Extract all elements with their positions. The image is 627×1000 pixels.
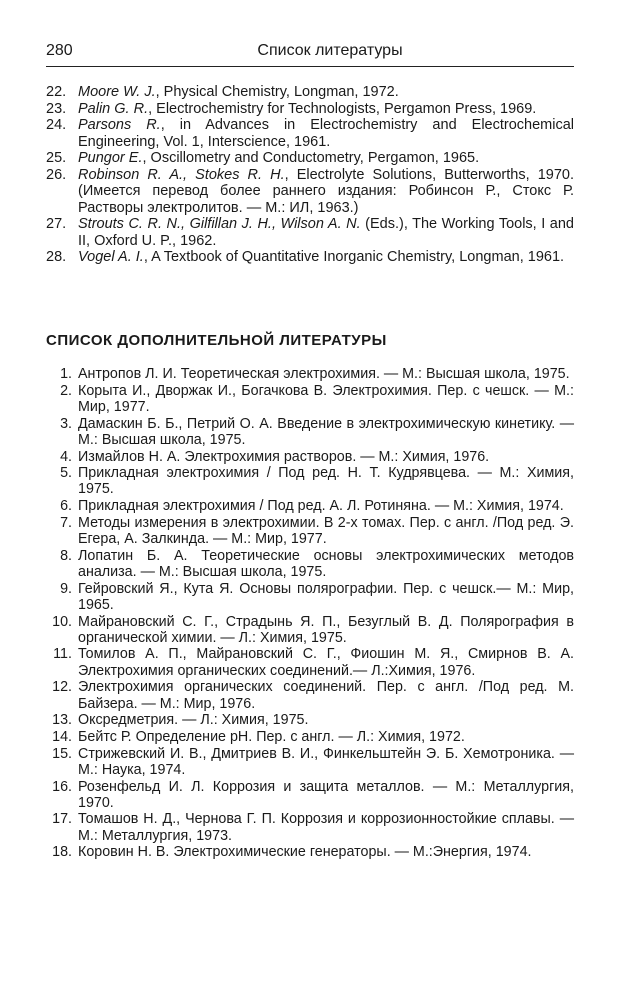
reference-text: , Electrolyte Solutions, Butterworths, 1970. (Имеется перевод более раннего издания: Робинсон Р., Стокс Р. Растворы электролитов. — М.: ИЛ, 1963.) <box>78 166 574 216</box>
reference-author: Strouts C. R. N., Gilfillan J. H., Wilson A. N. <box>78 216 361 232</box>
additional-reference-number: 8. <box>60 547 72 564</box>
additional-reference-number: 5. <box>60 465 72 482</box>
reference-number: 26. <box>46 166 67 183</box>
additional-reference-item <box>46 383 574 415</box>
additional-reference-number: 17. <box>52 811 72 828</box>
reference-text: , Oscillometry and Conductometry, Pergamon, 1965. <box>142 150 480 166</box>
additional-reference-text: Измайлов Н. А. Электрохимия растворов. — М.: Химия, 1976. <box>78 448 490 465</box>
reference-item <box>46 84 574 101</box>
additional-reference-number: 9. <box>60 580 72 597</box>
additional-reference-text: Майрановский С. Г., Страдынь Я. П., Безуглый В. Д. Полярография в органической химии. — Л.: Химия, 1975. <box>78 613 574 646</box>
additional-reference-item <box>46 515 574 547</box>
additional-reference-number: 10. <box>52 613 72 630</box>
reference-number: 24. <box>46 117 67 133</box>
reference-author: Robinson R. A., Stokes R. H. <box>78 166 285 183</box>
additional-reference-text: Коровин Н. В. Электрохимические генераторы. — М.:Энергия, 1974. <box>78 844 532 861</box>
additional-reference-number: 3. <box>60 415 72 432</box>
additional-reference-list <box>46 366 574 861</box>
reference-text: , in Advances in Electrochemistry and Electrochemical Engineering, Vol. 1, Interscience, 1961. <box>78 117 574 150</box>
additional-reference-item <box>46 498 574 514</box>
additional-reference-item <box>46 581 574 613</box>
running-title: Список литературы <box>257 42 403 59</box>
additional-reference-item <box>46 366 574 382</box>
reference-item <box>46 249 574 266</box>
reference-number: 23. <box>46 100 67 117</box>
page-header <box>46 40 574 67</box>
additional-reference-text: Методы измерения в электрохимии. В 2-х томах. Пер. с англ. /Под ред. Э. Егера, А. Залкинда. — М.: Мир, 1977. <box>78 514 574 548</box>
additional-reference-number: 6. <box>60 498 72 515</box>
additional-reference-text: Томашов Н. Д., Чернова Г. П. Коррозия и коррозионностойкие сплавы. — М.: Металлургия, 1973. <box>78 811 574 844</box>
additional-reference-item <box>46 729 574 745</box>
additional-reference-item <box>46 614 574 646</box>
reference-author: Palin G. R. <box>78 100 149 117</box>
additional-reference-number: 13. <box>52 712 72 729</box>
reference-item <box>46 101 574 118</box>
reference-number: 28. <box>46 249 67 265</box>
reference-item <box>46 167 574 217</box>
reference-item <box>46 117 574 150</box>
additional-reference-text: Гейровский Я., Кута Я. Основы полярографии. Пер. с чешск.— М.: Мир, 1965. <box>78 580 574 613</box>
additional-reference-number: 18. <box>52 844 72 861</box>
additional-reference-number: 16. <box>52 778 72 795</box>
reference-text: , A Textbook of Quantitative Inorganic Chemistry, Longman, 1961. <box>143 249 565 265</box>
additional-reference-item <box>46 712 574 728</box>
additional-reference-text: Оксредметрия. — Л.: Химия, 1975. <box>78 712 309 729</box>
additional-reference-text: Прикладная электрохимия / Под ред. А. Л. Ротиняна. — М.: Химия, 1974. <box>78 498 564 515</box>
additional-reference-text: Лопатин Б. А. Теоретические основы электрохимических методов анализа. — М.: Высшая школа, 1975. <box>78 547 574 580</box>
additional-reference-number: 12. <box>52 679 72 696</box>
reference-author: Vogel A. I. <box>78 249 144 265</box>
reference-text: (Eds.), The Working Tools, I and II, Oxford U. P., 1962. <box>78 216 574 249</box>
additional-reference-item <box>46 416 574 448</box>
additional-reference-item <box>46 465 574 497</box>
additional-reference-text: Дамаскин Б. Б., Петрий О. А. Введение в электрохимическую кинетику. — М.: Высшая школа, 1975. <box>78 415 574 448</box>
reference-item <box>46 150 574 167</box>
reference-list <box>46 84 574 266</box>
additional-reference-item <box>46 811 574 843</box>
reference-text: , Physical Chemistry, Longman, 1972. <box>155 84 399 100</box>
additional-reference-number: 7. <box>60 514 72 531</box>
additional-reference-item <box>46 746 574 778</box>
reference-author: Moore W. J. <box>78 84 156 100</box>
additional-reference-item <box>46 548 574 580</box>
reference-author: Pungor E. <box>78 150 143 166</box>
additional-reference-text: Электрохимия органических соединений. Пер. с англ. /Под ред. М. Байзера. — М.: Мир, 1976. <box>78 679 574 712</box>
reference-item <box>46 216 574 249</box>
additional-reference-item <box>46 844 574 860</box>
additional-reference-number: 1. <box>60 366 72 382</box>
additional-reference-item <box>46 646 574 678</box>
additional-reference-number: 14. <box>52 728 72 745</box>
section-heading: СПИСОК ДОПОЛНИТЕЛЬНОЙ ЛИТЕРАТУРЫ <box>46 332 387 349</box>
additional-reference-text: Корыта И., Дворжак И., Богачкова В. Электрохимия. Пер. с чешск. — М.: Мир, 1977. <box>78 382 574 415</box>
additional-reference-item <box>46 779 574 811</box>
reference-number: 25. <box>46 150 67 166</box>
additional-reference-number: 11. <box>53 646 72 663</box>
additional-reference-text: Прикладная электрохимия / Под ред. Н. Т. Кудрявцева. — М.: Химия, 1975. <box>78 465 574 498</box>
additional-reference-number: 2. <box>60 382 72 399</box>
additional-reference-text: Антропов Л. И. Теоретическая электрохимия. — М.: Высшая школа, 1975. <box>78 366 570 382</box>
additional-reference-number: 4. <box>60 448 72 465</box>
reference-text: , Electrochemistry for Technologists, Pergamon Press, 1969. <box>148 100 537 117</box>
page-number: 280 <box>46 42 73 59</box>
reference-number: 27. <box>46 216 67 232</box>
reference-number: 22. <box>46 84 67 100</box>
additional-reference-text: Розенфельд И. Л. Коррозия и защита металлов. — М.: Металлургия, 1970. <box>78 778 574 811</box>
reference-author: Parsons R. <box>78 117 161 133</box>
additional-reference-text: Стрижевский И. В., Дмитриев В. И., Финкельштейн Э. Б. Хемотроника. — М.: Наука, 1974. <box>78 745 574 778</box>
additional-reference-item <box>46 449 574 465</box>
additional-reference-item <box>46 679 574 711</box>
additional-reference-text: Бейтс Р. Определение pH. Пер. с англ. — Л.: Химия, 1972. <box>78 728 465 745</box>
additional-reference-text: Томилов А. П., Майрановский С. Г., Фиошин М. Я., Смирнов В. А. Электрохимия органических соединений.— Л.:Химия, 1976. <box>78 646 574 679</box>
additional-reference-number: 15. <box>52 745 72 762</box>
